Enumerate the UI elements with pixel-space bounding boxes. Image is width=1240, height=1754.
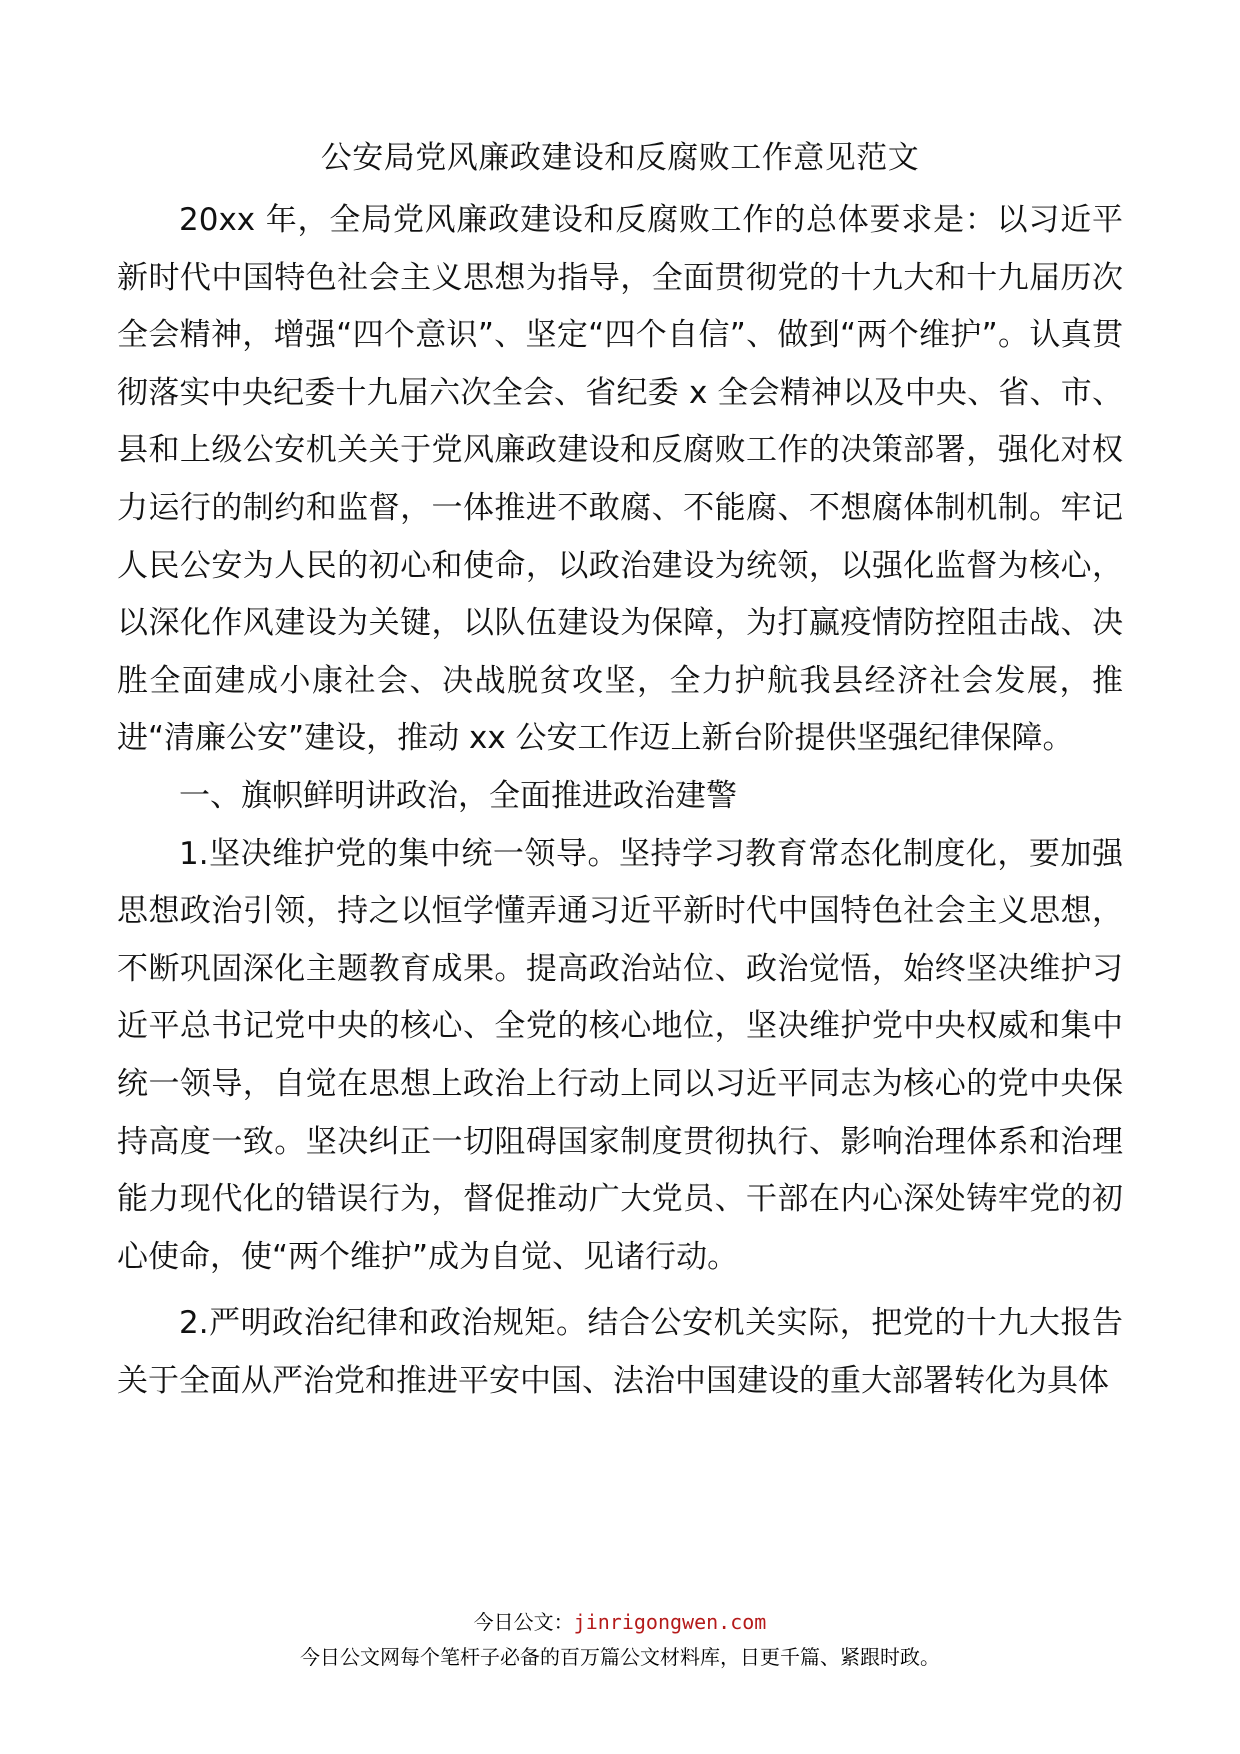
paragraph-item-1: 1.坚决维护党的集中统一领导。坚持学习教育常态化制度化，要加强思想政治引领，持之以恒学懂弄通习近平新时代中国特色社会主义思想，不断巩固深化主题教育成果。提高政治站位、政治觉悟，始终坚决维护习近平总书记党中央的核心、全党的核心地位，坚决维护党中央权威和集中统一领导，自觉在思想上政治上行动上同以习近平同志为核心的党中央保持高度一致。坚决纠正一切阻碍国家制度贯彻执行、影响治理体系和治理能力现代化的错误行为，督促推动广大党员、干部在内心深处铸牢党的初心使命，使“两个维护”成为自觉、见诸行动。 (117, 835, 1123, 1275)
footer-site-label: 今日公文： (473, 1610, 574, 1634)
document-body (117, 192, 1123, 1410)
section-heading-1: 一、旗帜鲜明讲政治，全面推进政治建警 (179, 777, 737, 814)
footer-site (0, 1608, 1240, 1636)
document-title: 公安局党风廉政建设和反腐败工作意见范文 (320, 140, 920, 176)
footer-site-url[interactable]: jinrigongwen.com (573, 1610, 767, 1634)
footer-slogan: 今日公文网每个笔杆子必备的百万篇公文材料库，日更千篇、紧跟时政。 (300, 1645, 940, 1669)
paragraph-item-2: 2.严明政治纪律和政治规矩。结合公安机关实际，把党的十九大报告关于全面从严治党和推进平安中国、法治中国建设的重大部署转化为具体 (117, 1305, 1123, 1399)
paragraph-intro: 20xx 年，全局党风廉政建设和反腐败工作的总体要求是：以习近平新时代中国特色社会主义思想为指导，全面贯彻党的十九大和十九届历次全会精神，增强“四个意识”、坚定“四个自信”、做到“两个维护”。认真贯彻落实中央纪委十九届六次全会、省纪委 x 全会精神以及中央、省、市、县和上级公安机关关于党风廉政建设和反腐败工作的决策部署，强化对权力运行的制约和监督，一体推进不敢腐、不能腐、不想腐体制机制。牢记人民公安为人民的初心和使命，以政治建设为统领，以强化监督为核心，以深化作风建设为关键，以队伍建设为保障，为打赢疫情防控阻击战、决胜全面建成小康社会、决战脱贫攻坚，全力护航我县经济社会发展，推进“清廉公安”建设，推动 xx 公安工作迈上新台阶提供坚强纪律保障。 (117, 202, 1123, 757)
